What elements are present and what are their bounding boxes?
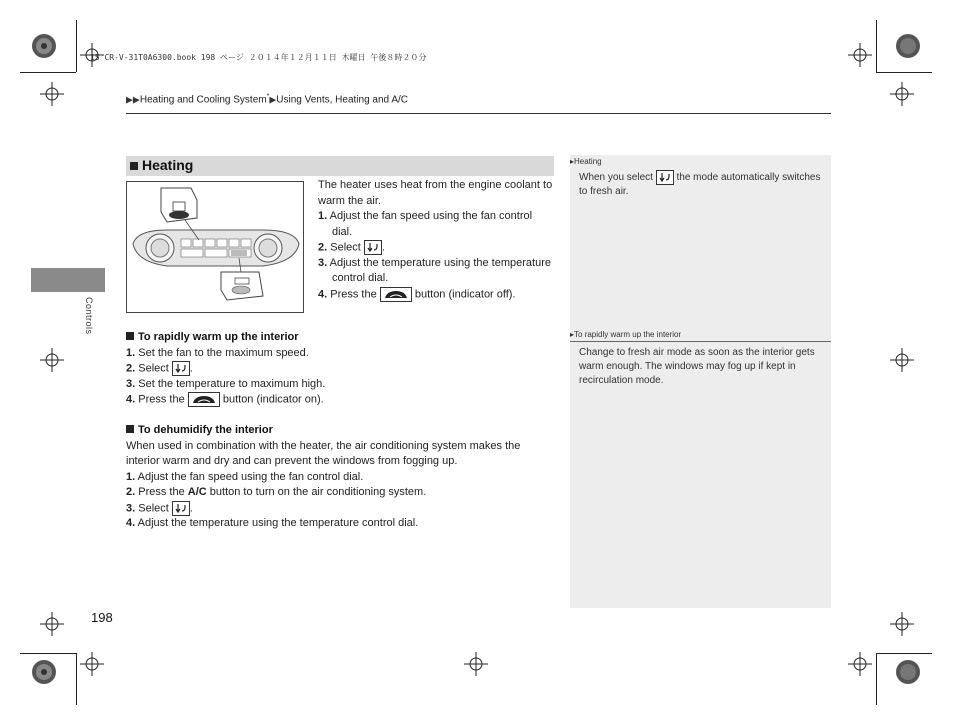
floor-vent-mode-icon [656,170,674,185]
dehumidify-title: To dehumidify the interior [126,423,554,439]
heating-steps [318,209,554,303]
side-tab-label: Controls [84,297,94,335]
breadcrumb-item[interactable]: Using Vents, Heating and A/C [276,94,408,106]
list-item: 4. Adjust the temperature using the temperature control dial. [126,517,419,530]
floor-vent-mode-icon [364,240,382,255]
list-item: 1. Adjust the fan speed using the fan control dial. [318,210,533,238]
header-rule [126,113,831,114]
page-number: 198 [91,610,113,625]
list-item: 3. Select . [126,501,193,514]
breadcrumb-item[interactable]: Heating and Cooling System [139,94,267,106]
list-item: 3. Adjust the temperature using the temperature control dial. [318,256,551,285]
dehumidify-section [126,423,554,532]
recirculation-icon [188,392,220,407]
list-item: 4. Press the button (indicator on). [126,393,324,406]
list-item: 1. Adjust the fan speed using the fan control dial. [126,470,364,483]
list-item: 2. Select . [318,241,385,254]
breadcrumb [126,93,408,105]
dehumidify-body: When used in combination with the heater, the air conditioning system makes the interior warm and dry and can prevent the windows from fogging up. [126,439,521,467]
bullet-square-icon [126,425,134,433]
note-text: Change to fresh air mode as soon as the interior gets warm enough. The windows may fog up if kept in recirculation mode. [579,347,815,386]
section-title: Heating [130,157,193,173]
note-heading: ▸Heating [570,157,602,166]
print-header: 15 CR-V-31T0A6300.book 198 ページ ２０１４年１２月１１日 木曜日 午後８時２０分 [90,53,427,62]
list-item: 2. Select . [126,362,193,375]
warm-up-section [126,330,554,408]
breadcrumb-arrow-icon: ▶ [269,94,277,105]
floor-vent-mode-icon [172,501,190,516]
floor-vent-mode-icon [172,361,190,376]
note-marker-icon: ▸ [570,330,575,339]
note-heading: ▸To rapidly warm up the interior [570,330,682,339]
warm-up-title: To rapidly warm up the interior [126,330,554,346]
side-tab[interactable] [31,268,105,292]
note-heating [570,155,831,199]
bullet-square-icon [130,162,138,170]
note-marker-icon: ▸ [570,157,575,166]
note-text: When you select the mode automatically switches to fresh air. [570,166,831,199]
list-item: 3. Set the temperature to maximum high. [126,377,326,390]
recirculation-icon [380,287,412,302]
list-item: 2. Press the A/C button to turn on the air conditioning system. [126,486,427,498]
heating-intro: The heater uses heat from the engine coolant to warm the air. [318,179,553,207]
breadcrumb-asterisk: * [266,93,270,100]
list-item: 4. Press the button (indicator off). [318,288,516,301]
breadcrumb-arrow-icon: ▶▶ [126,94,140,105]
list-item: 1. Set the fan to the maximum speed. [126,346,309,359]
climate-panel-illustration [126,181,304,313]
bullet-square-icon [126,332,134,340]
note-warm-up [570,328,831,388]
